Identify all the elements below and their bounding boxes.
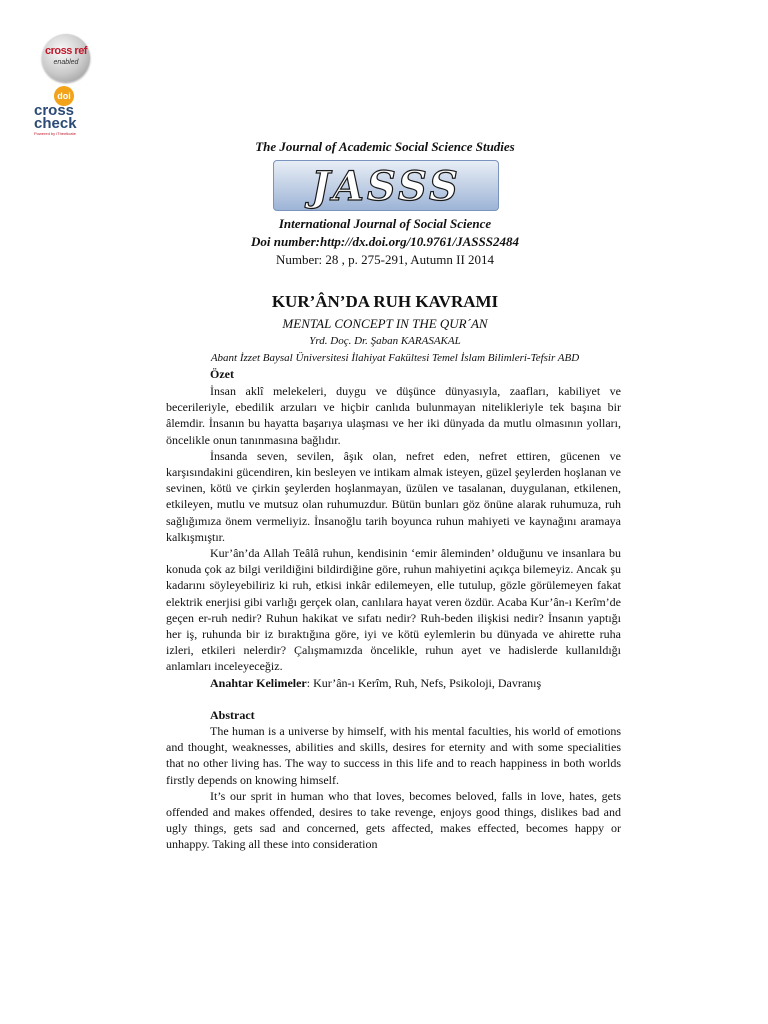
doi-number: Doi number:http://dx.doi.org/10.9761/JASSS2484 xyxy=(251,234,519,249)
abstract-paragraph-1: The human is a universe by himself, with his mental faculties, his world of emotions and thought, weaknesses, abilities and skills, desires for eternity and with some specialities that no other living has. The way to success in this life and to reach happiness in both worlds firstly depends on knowing himself. xyxy=(166,724,621,787)
crossref-badge-subtext: enabled xyxy=(53,59,79,66)
doi-icon: doi xyxy=(54,86,74,106)
keywords xyxy=(166,675,621,691)
crosscheck-logo xyxy=(34,104,112,136)
ozet-paragraph-2: İnsanda seven, sevilen, âşık olan, nefret eden, nefret ettiren, gücenen ve karşısındakini gücendiren, kin besleyen ve intikam almak isteyen, güzel şeylerden hoşlanan ve sevinen, kötü ve çirkin şeylerden hoşlanmayan, üzülen ve tasalanan, duygulanan, etkilenen, etkileyen, mutlu ve mutsuz olan ruhumuzdur. Bütün bunları göz önüne alarak ruhumuza, ruh sağlığımıza önem vermeliyiz. İnsanoğlu tarih boyunca ruhun mahiyeti ve kaynağını aramaya kalkışmıştır. xyxy=(166,448,621,544)
journal-subtitle: International Journal of Social Science xyxy=(278,216,492,231)
keywords-text: : Kur’ân-ı Kerîm, Ruh, Nefs, Psikoloji, Davranış xyxy=(306,675,542,690)
abstract-paragraph-2: It’s our sprit in human who that loves, becomes beloved, falls in love, hates, gets offended and makes offended, desires to take revenge, enjoys good things, dislikes bad and ugly things, gets sad and concerned, gets affected, makes effected, becomes happy or unhappy. Taking all these into consideration xyxy=(166,788,621,852)
ozet-paragraph-1: İnsan aklî melekeleri, duygu ve düşünce dünyasıyla, zaafları, kabiliyet ve becerileriyle, ebedilik arzuları ve hiçbir canlıda bulunmayan nitelikleriyle tek başına bir âlemdir. İnsanın bu hayatta başarıya ulaşması ve her iki dünyada da mutlu olmasının yolları, öncelikle onun tanınmasına bağlıdır. xyxy=(166,384,621,447)
abstract-heading: Abstract xyxy=(210,707,255,722)
crossref-badge-icon xyxy=(42,34,90,82)
ozet-paragraph-3: Kur’ân’da Allah Teâlâ ruhun, kendisinin ‘emir âleminden’ olduğunu ve insanlara bu konuda çok az bilgi verildiğini bildirdiğine göre, ruhun mahiyetini açıkça bilemeyiz. Ancak şu kadarını söyleyebiliriz ki ruh, etkisi inkâr edilemeyen, elle tutulup, gözle görülemeyen fakat elektrik enerjisi gibi varlığı gerçek olan, canlılara hayat veren özdür. Acaba Kur’ân-ı Kerîm’de geçen er-ruh nedir? Ruhun hakikat ve sıfatı nedir? Ruh-beden ilişkisi nedir? İnsanın yaptığı her iş, ruhunda bir iz bıraktığına göre, iyi ve kötü eylemlerin bu dünyada ve ahirette ruha izleri, etkileri nelerdir? Çalışmamızda öncelikle, ruhun ayet ve hadislerde kullanıldığı anlamları inceleyeceğiz. xyxy=(166,546,621,674)
ozet-heading: Özet xyxy=(210,367,234,381)
issue-info: Number: 28 , p. 275-291, Autumn II 2014 xyxy=(275,252,495,267)
affiliation: Abant İzzet Baysal Üniversitesi İlahiyat Fakültesi Temel İslam Bilimleri-Tefsir ABD xyxy=(210,352,580,364)
article-body xyxy=(166,383,621,853)
journal-title: The Journal of Academic Social Science Studies xyxy=(255,139,515,154)
crosscheck-text-2: check xyxy=(34,115,77,132)
jasss-logo-text: JASSS xyxy=(311,163,461,210)
keywords-label: Anahtar Kelimeler xyxy=(210,675,307,690)
author: Yrd. Doç. Dr. Şaban KARASAKAL xyxy=(309,335,461,347)
crosscheck-text-1: cross xyxy=(34,102,75,119)
article-title: KUR’ÂN’DA RUH KAVRAMI xyxy=(271,292,499,311)
crosscheck-text-3: Powered by iThenticate xyxy=(34,131,76,136)
crossref-badge-text: cross ref xyxy=(45,45,87,57)
article-subtitle: MENTAL CONCEPT IN THE QUR´AN xyxy=(282,316,488,331)
jasss-logo xyxy=(273,160,499,211)
